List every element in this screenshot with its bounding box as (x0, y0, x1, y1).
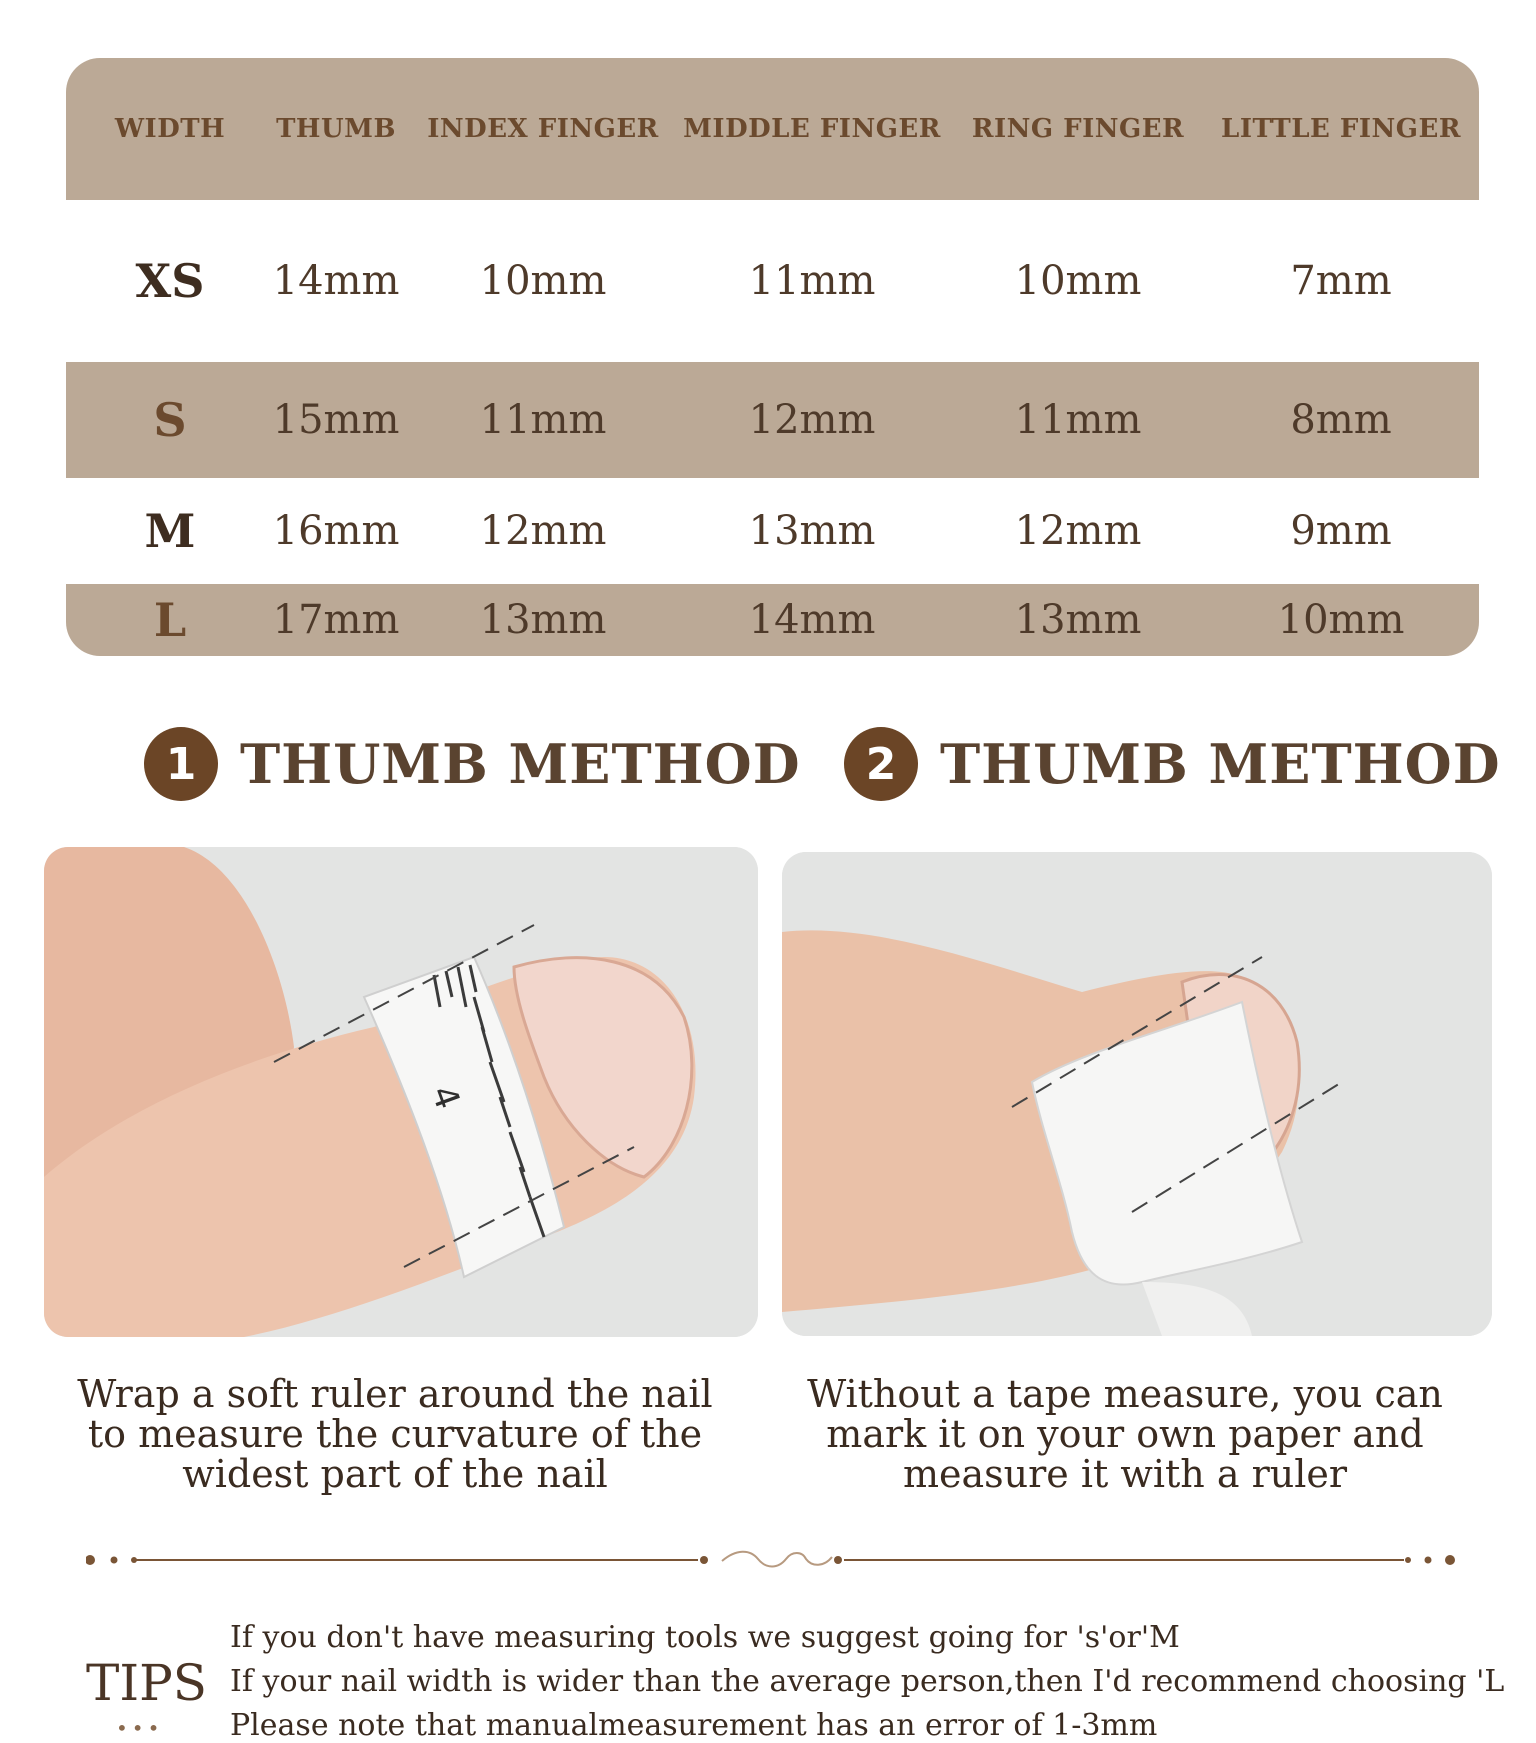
thumb-ruler-illustration (44, 847, 758, 1337)
table-cell: 11mm (748, 258, 876, 304)
step-number-badge: 2 (844, 727, 918, 801)
header-thumb: THUMB (276, 114, 396, 144)
thumb-ruler-photo (44, 847, 758, 1337)
caption-line: measure it with a ruler (902, 1452, 1348, 1496)
table-cell: 7mm (1290, 258, 1392, 304)
table-row-xs (66, 200, 1479, 362)
table-cell: 13mm (479, 597, 607, 643)
ornament-divider (86, 1545, 1456, 1575)
tip-line-2: If your nail width is wider than the average person,then I'd recommend choosing 'L (230, 1664, 1505, 1699)
header-index-finger: INDEX FINGER (427, 114, 659, 144)
header-middle-finger: MIDDLE FINGER (683, 114, 941, 144)
method-1-title (144, 726, 801, 802)
size-label: XS (135, 254, 205, 308)
table-cell: 11mm (479, 397, 607, 443)
table-cell: 17mm (272, 597, 400, 643)
table-cell: 10mm (1014, 258, 1142, 304)
table-cell: 16mm (272, 508, 400, 554)
table-cell: 13mm (1014, 597, 1142, 643)
table-cell: 10mm (479, 258, 607, 304)
method-title-text: THUMB METHOD (940, 732, 1501, 796)
tips-label: TIPS (86, 1654, 207, 1712)
table-cell: 12mm (1014, 508, 1142, 554)
ruler-mark: 4 (422, 1080, 468, 1115)
table-cell: 8mm (1290, 397, 1392, 443)
header-little-finger: LITTLE FINGER (1221, 114, 1461, 144)
caption-line: to measure the curvature of the (87, 1412, 703, 1456)
header-width: WIDTH (114, 114, 226, 144)
ornament-icon (86, 1545, 1456, 1575)
table-cell: 15mm (272, 397, 400, 443)
table-header-row (66, 58, 1479, 200)
table-row-l (66, 584, 1479, 656)
table-cell: 14mm (272, 258, 400, 304)
size-chart-table (66, 58, 1479, 656)
caption-line: Wrap a soft ruler around the nail (77, 1372, 713, 1416)
method-2-title (844, 726, 1501, 802)
table-cell: 12mm (748, 397, 876, 443)
tips-dots-icon: ••• (116, 1716, 164, 1740)
method-2-caption (790, 1374, 1460, 1494)
table-cell: 14mm (748, 597, 876, 643)
method-title-text: THUMB METHOD (240, 732, 801, 796)
table-cell: 13mm (748, 508, 876, 554)
caption-line: widest part of the nail (182, 1452, 608, 1496)
step-number-badge: 1 (144, 727, 218, 801)
thumb-paper-illustration (782, 852, 1492, 1336)
tip-line-3: Please note that manualmeasurement has an error of 1-3mm (230, 1708, 1158, 1743)
size-label: M (144, 504, 196, 558)
caption-line: mark it on your own paper and (826, 1412, 1424, 1456)
method-1-caption (60, 1374, 730, 1494)
header-ring-finger: RING FINGER (971, 114, 1185, 144)
tip-line-1: If you don't have measuring tools we suggest going for 's'or'M (230, 1620, 1180, 1655)
table-row-s (66, 362, 1479, 478)
thumb-paper-photo (782, 852, 1492, 1336)
table-cell: 11mm (1014, 397, 1142, 443)
table-row-m (66, 478, 1479, 584)
table-cell: 9mm (1290, 508, 1392, 554)
caption-line: Without a tape measure, you can (807, 1372, 1443, 1416)
table-cell: 12mm (479, 508, 607, 554)
size-label: L (153, 593, 187, 647)
size-label: S (153, 393, 187, 447)
table-cell: 10mm (1277, 597, 1405, 643)
